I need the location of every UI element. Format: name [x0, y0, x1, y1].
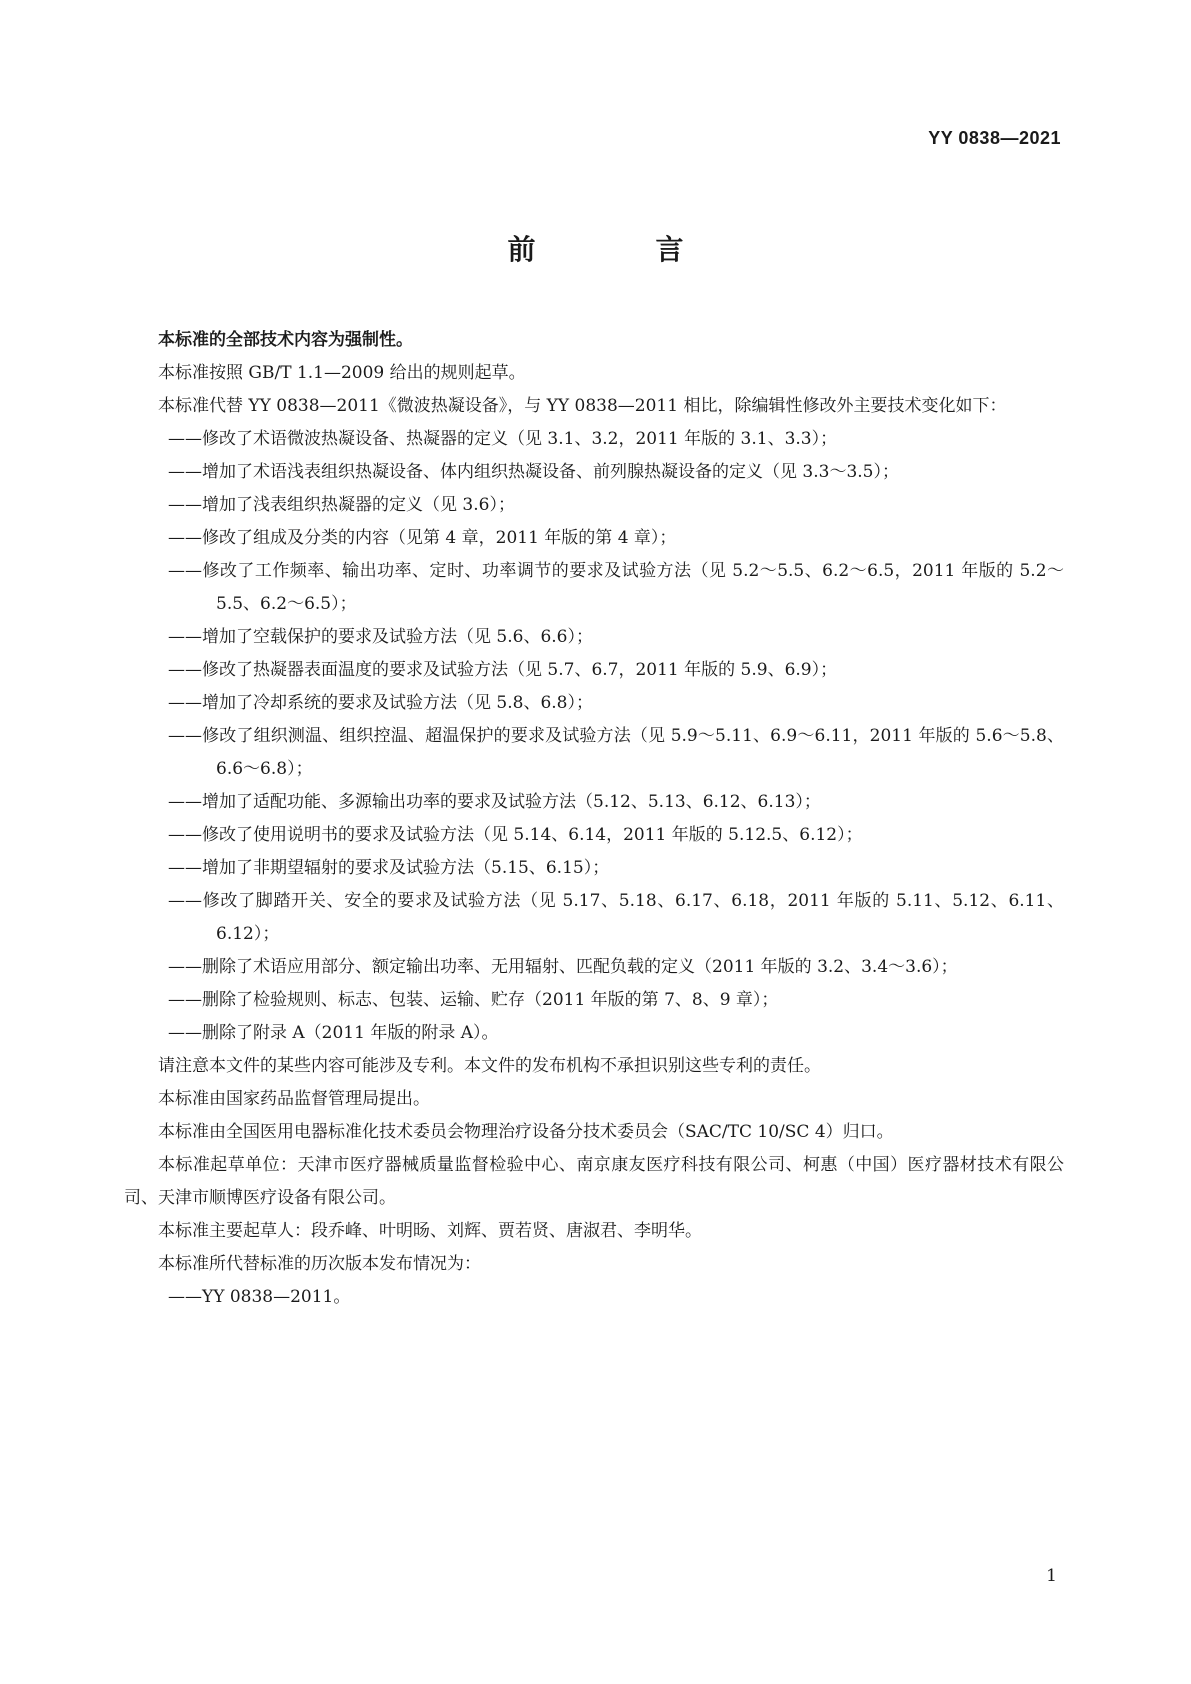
replacement-paragraph: 本标准代替 YY 0838—2011《微波热凝设备》，与 YY 0838—2011 相比，除编辑性修改外主要技术变化如下：	[158, 396, 1007, 416]
list-item: ——修改了组织测温、组织控温、超温保护的要求及试验方法（见 5.9～5.11、6.9～6.11，2011 年版的 5.6～5.8、6.6～6.8）；	[168, 726, 1064, 779]
list-item: ——修改了热凝器表面温度的要求及试验方法（见 5.7、6.7，2011 年版的 5.9、6.9）；	[168, 660, 838, 680]
changes-list	[124, 423, 1064, 1050]
foreword-body	[124, 324, 1064, 1314]
list-item: ——增加了术语浅表组织热凝设备、体内组织热凝设备、前列腺热凝设备的定义（见 3.3～3.5）；	[168, 462, 899, 482]
list-item: ——修改了使用说明书的要求及试验方法（见 5.14、6.14，2011 年版的 5.12.5、6.12）；	[168, 825, 863, 845]
drafting-units-paragraph: 本标准起草单位：天津市医疗器械质量监督检验中心、南京康友医疗科技有限公司、柯惠（中国）医疗器材技术有限公司、天津市顺博医疗设备有限公司。	[124, 1155, 1064, 1208]
drafting-rule-paragraph: 本标准按照 GB/T 1.1—2009 给出的规则起草。	[158, 363, 526, 383]
list-item: ——修改了组成及分类的内容（见第 4 章，2011 年版的第 4 章）；	[168, 528, 677, 548]
proposer-paragraph: 本标准由国家药品监督管理局提出。	[158, 1089, 430, 1109]
list-item: ——修改了术语微波热凝设备、热凝器的定义（见 3.1、3.2，2011 年版的 3.1、3.3）；	[168, 429, 838, 449]
previous-versions-list	[124, 1281, 1064, 1314]
list-item: ——修改了工作频率、输出功率、定时、功率调节的要求及试验方法（见 5.2～5.5、6.2～6.5，2011 年版的 5.2～5.5、6.2～6.5）；	[168, 561, 1064, 614]
list-item: ——删除了检验规则、标志、包装、运输、贮存（2011 年版的第 7、8、9 章）；	[168, 990, 779, 1010]
previous-versions-paragraph: 本标准所代替标准的历次版本发布情况为：	[158, 1254, 481, 1274]
list-item: ——删除了附录 A（2011 年版的附录 A）。	[168, 1023, 499, 1043]
list-item: ——修改了脚踏开关、安全的要求及试验方法（见 5.17、5.18、6.17、6.18，2011 年版的 5.11、5.12、6.11、6.12）；	[168, 891, 1064, 944]
committee-paragraph: 本标准由全国医用电器标准化技术委员会物理治疗设备分技术委员会（SAC/TC 10/SC 4）归口。	[158, 1122, 894, 1142]
patent-notice: 请注意本文件的某些内容可能涉及专利。本文件的发布机构不承担识别这些专利的责任。	[158, 1056, 821, 1076]
list-item: ——增加了非期望辐射的要求及试验方法（5.15、6.15）；	[168, 858, 610, 878]
page-number: 1	[1046, 1566, 1057, 1586]
list-item: ——增加了冷却系统的要求及试验方法（见 5.8、6.8）；	[168, 693, 593, 713]
list-item: ——删除了术语应用部分、额定输出功率、无用辐射、匹配负载的定义（2011 年版的 3.2、3.4～3.6）；	[168, 957, 958, 977]
list-item: ——增加了空载保护的要求及试验方法（见 5.6、6.6）；	[168, 627, 593, 647]
page-title: 前 言	[507, 233, 730, 266]
mandatory-statement: 本标准的全部技术内容为强制性。	[158, 330, 413, 350]
list-item: ——YY 0838—2011。	[168, 1287, 351, 1307]
list-item: ——增加了适配功能、多源输出功率的要求及试验方法（5.12、5.13、6.12、6.13）；	[168, 792, 821, 812]
drafters-paragraph: 本标准主要起草人：段乔峰、叶明旸、刘辉、贾若贤、唐淑君、李明华。	[158, 1221, 702, 1241]
standard-number: YY 0838—2021	[928, 128, 1061, 148]
list-item: ——增加了浅表组织热凝器的定义（见 3.6）；	[168, 495, 515, 515]
